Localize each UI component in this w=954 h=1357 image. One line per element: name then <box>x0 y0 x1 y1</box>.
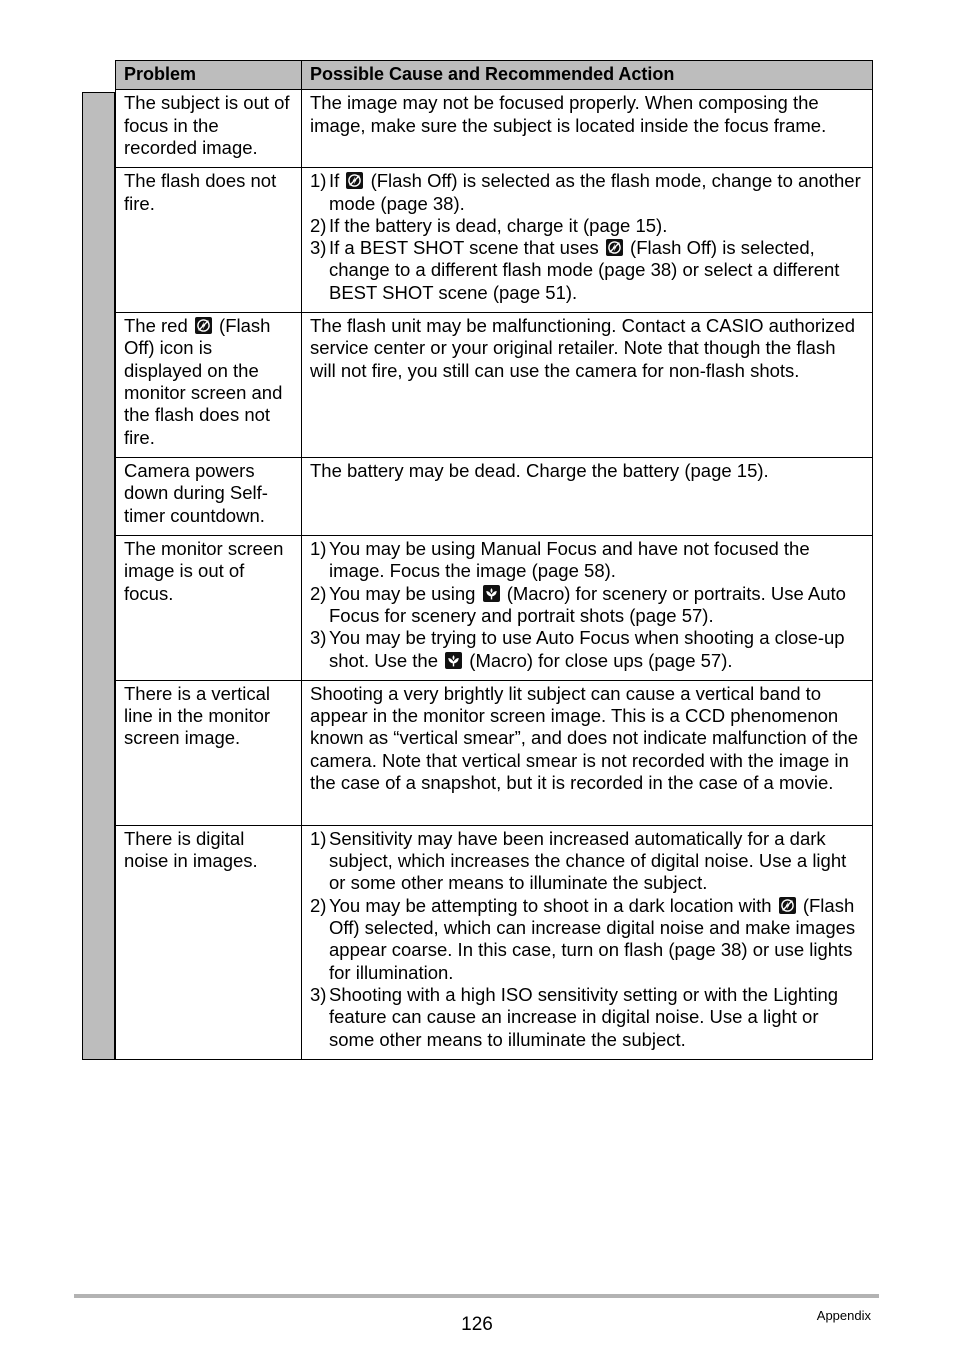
problem-cell <box>116 313 302 458</box>
cause-step <box>310 828 864 895</box>
step-number: 3) <box>310 983 327 1005</box>
step-number: 1) <box>310 538 327 560</box>
table-row <box>116 458 873 536</box>
step-text: If <box>329 170 340 192</box>
flash-off-icon <box>779 897 796 914</box>
step-text: You may be using <box>329 582 476 604</box>
step-text: (Macro) for scenery or portraits. Use Auto Focus for scenery and portrait shots (page 57). <box>329 582 846 626</box>
step-text: Shooting with a high ISO sensitivity setting or with the Lighting feature can cause an increase in digital noise. Use a light or some other means to illuminate the subject. <box>329 983 839 1050</box>
problem-cell: There is a vertical line in the monitor screen image. <box>116 680 302 825</box>
step-text: You may be trying to use Auto Focus when shooting a close-up shot. Use the <box>329 627 845 671</box>
step-number: 3) <box>310 237 327 259</box>
macro-icon <box>445 652 462 669</box>
footer-rule <box>74 1294 879 1298</box>
table-row <box>116 536 873 681</box>
step-number: 2) <box>310 214 327 236</box>
cause-step <box>310 538 864 583</box>
cause-cell: The flash unit may be malfunctioning. Contact a CASIO authorized service center or your original retailer. Note that though the flash will not fire, you still can use the camera for non-flash shots. <box>302 313 873 458</box>
problem-cell: The monitor screen image is out of focus. <box>116 536 302 681</box>
header-cause: Possible Cause and Recommended Action <box>302 61 873 90</box>
step-text: Sensitivity may have been increased automatically for a dark subject, which increases the chance of digital noise. Use a light or some other means to illuminate the subject. <box>329 827 847 894</box>
macro-icon <box>483 585 500 602</box>
header-problem: Problem <box>116 61 302 90</box>
table-header-row <box>116 61 873 90</box>
cause-cell <box>302 168 873 313</box>
table-row <box>116 680 873 825</box>
cause-cell: Shooting a very brightly lit subject can cause a vertical band to appear in the monitor screen image. This is a CCD phenomenon known as “vertical smear”, and does not indicate malfunction of the camera. Note that vertical smear is not recorded with the image in the case of a snapshot, but it is recorded in the case of a movie. <box>302 680 873 825</box>
section-label: Appendix <box>816 1308 871 1323</box>
step-text: You may be using Manual Focus and have not focused the image. Focus the image (page 58). <box>329 538 810 582</box>
troubleshooting-table <box>115 60 873 1060</box>
cause-cell: The battery may be dead. Charge the battery (page 15). <box>302 458 873 536</box>
step-text: If a BEST SHOT scene that uses <box>329 237 599 259</box>
cause-step <box>310 215 864 237</box>
step-text: (Flash Off) selected, which can increase digital noise and make images appear coarse. In this case, turn on flash (page 38) or use lights for illumination. <box>329 894 856 983</box>
cause-cell: The image may not be focused properly. When composing the image, make sure the subject is located inside the focus frame. <box>302 90 873 168</box>
table-row <box>116 90 873 168</box>
cause-step <box>310 984 864 1051</box>
flash-off-icon <box>606 239 623 256</box>
step-number: 2) <box>310 894 327 916</box>
problem-text: The red <box>124 315 188 337</box>
cause-step <box>310 170 864 215</box>
problem-cell: The flash does not fire. <box>116 168 302 313</box>
step-number: 3) <box>310 627 327 649</box>
step-number: 2) <box>310 582 327 604</box>
problem-cell: There is digital noise in images. <box>116 825 302 1059</box>
problem-text: (Flash Off) icon is displayed on the monitor screen and the flash does not fire. <box>124 315 283 448</box>
table-row <box>116 168 873 313</box>
step-text: If the battery is dead, charge it (page 15). <box>329 214 668 236</box>
cause-step <box>310 237 864 304</box>
cause-cell <box>302 536 873 681</box>
table-row <box>116 825 873 1059</box>
table-row <box>116 313 873 458</box>
step-text: (Flash Off) is selected as the flash mode, change to another mode (page 38). <box>329 170 861 214</box>
step-text: (Flash Off) is selected, change to a different flash mode (page 38) or select a different BEST SHOT scene (page 51). <box>329 237 840 303</box>
step-text: You may be attempting to shoot in a dark location with <box>329 894 772 916</box>
step-number: 1) <box>310 827 327 849</box>
flash-off-icon <box>195 317 212 334</box>
problem-cell: Camera powers down during Self-timer countdown. <box>116 458 302 536</box>
cause-cell <box>302 825 873 1059</box>
section-side-band <box>82 92 115 1060</box>
step-number: 1) <box>310 170 327 192</box>
cause-step <box>310 583 864 628</box>
cause-step <box>310 627 864 672</box>
problem-cell: The subject is out of focus in the recorded image. <box>116 90 302 168</box>
cause-step <box>310 895 864 984</box>
step-text: (Macro) for close ups (page 57). <box>469 649 733 671</box>
flash-off-icon <box>346 172 363 189</box>
page-number: 126 <box>461 1314 493 1335</box>
